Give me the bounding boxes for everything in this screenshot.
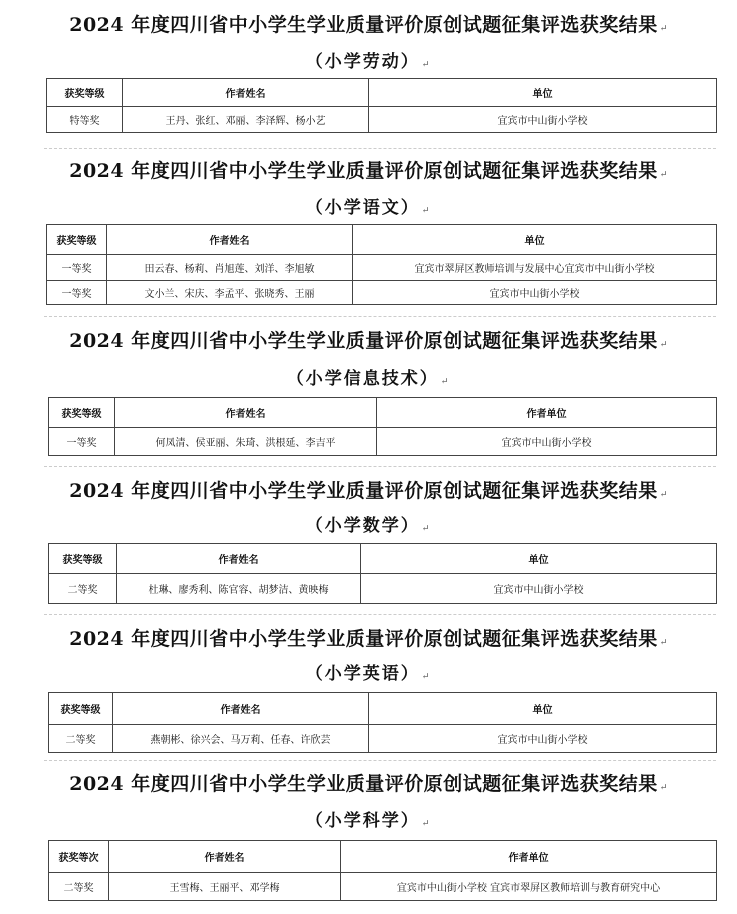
table-header-row: [49, 398, 717, 428]
header-cell: 获奖等次: [49, 841, 109, 873]
awards-table: [46, 78, 717, 133]
header-cell: 作者单位: [377, 398, 717, 428]
awards-table: [48, 543, 717, 604]
table-header-row: [47, 79, 717, 107]
header-cell: 作者单位: [341, 841, 717, 873]
section-title: 2024 年度四川省中小学生学业质量评价原创试题征集评选获奖结果 ↵: [69, 160, 668, 182]
header-cell: 获奖等级: [47, 225, 107, 255]
table-row: [49, 725, 717, 753]
section-subtitle: （小学数学） ↵: [305, 516, 432, 536]
table-row: [47, 281, 717, 305]
header-cell: 单位: [361, 544, 717, 574]
header-cell: 作者姓名: [123, 79, 369, 107]
header-cell: 作者姓名: [107, 225, 353, 255]
unit-cell: 宜宾市中山街小学校: [369, 107, 717, 133]
unit-cell: 宜宾市中山街小学校: [361, 574, 717, 604]
awards-table: [48, 840, 717, 901]
unit-cell: 宜宾市中山街小学校: [353, 281, 717, 305]
authors-cell: 文小兰、宋庆、李孟平、张晓秀、王丽: [107, 281, 353, 305]
section-subtitle: （小学劳动） ↵: [305, 52, 432, 72]
header-cell: 获奖等级: [47, 79, 123, 107]
authors-cell: 王雪梅、王丽平、邓学梅: [109, 873, 341, 901]
table-header-row: [49, 841, 717, 873]
table-row: [49, 873, 717, 901]
section-subtitle: （小学信息技术） ↵: [286, 369, 451, 389]
table-header-row: [47, 225, 717, 255]
header-cell: 获奖等级: [49, 398, 115, 428]
header-cell: 作者姓名: [115, 398, 377, 428]
header-cell: 单位: [353, 225, 717, 255]
section-divider: [44, 466, 716, 467]
section-title: 2024 年度四川省中小学生学业质量评价原创试题征集评选获奖结果 ↵: [69, 773, 668, 795]
awards-table: [46, 224, 717, 305]
section-subtitle: （小学语文） ↵: [305, 198, 432, 218]
section-subtitle: （小学英语） ↵: [305, 664, 432, 684]
award-level-cell: 二等奖: [49, 725, 113, 753]
section-title: 2024 年度四川省中小学生学业质量评价原创试题征集评选获奖结果 ↵: [69, 628, 668, 650]
award-level-cell: 二等奖: [49, 873, 109, 901]
award-level-cell: 一等奖: [47, 281, 107, 305]
header-cell: 作者姓名: [117, 544, 361, 574]
awards-table: [48, 397, 717, 456]
section-title: 2024 年度四川省中小学生学业质量评价原创试题征集评选获奖结果 ↵: [69, 330, 668, 352]
section-subtitle: （小学科学） ↵: [305, 811, 432, 831]
table-header-row: [49, 544, 717, 574]
award-level-cell: 特等奖: [47, 107, 123, 133]
section-divider: [44, 316, 716, 317]
authors-cell: 燕朝彬、徐兴会、马万莉、任春、许欣芸: [113, 725, 369, 753]
unit-cell: 宜宾市翠屏区教师培训与发展中心宜宾市中山街小学校: [353, 255, 717, 281]
section-divider: [44, 614, 716, 615]
table-row: [49, 574, 717, 604]
header-cell: 单位: [369, 79, 717, 107]
award-level-cell: 二等奖: [49, 574, 117, 604]
table-header-row: [49, 693, 717, 725]
header-cell: 获奖等级: [49, 693, 113, 725]
award-level-cell: 一等奖: [47, 255, 107, 281]
table-row: [47, 107, 717, 133]
header-cell: 单位: [369, 693, 717, 725]
section-title: 2024 年度四川省中小学生学业质量评价原创试题征集评选获奖结果 ↵: [69, 14, 668, 36]
section-title: 2024 年度四川省中小学生学业质量评价原创试题征集评选获奖结果 ↵: [69, 480, 668, 502]
header-cell: 作者姓名: [113, 693, 369, 725]
unit-cell: 宜宾市中山街小学校 宜宾市翠屏区教师培训与教育研究中心: [341, 873, 717, 901]
section-divider: [44, 148, 716, 149]
award-level-cell: 一等奖: [49, 428, 115, 456]
authors-cell: 王丹、张红、邓丽、李泽辉、杨小艺: [123, 107, 369, 133]
section-divider: [44, 760, 716, 761]
header-cell: 作者姓名: [109, 841, 341, 873]
table-row: [47, 255, 717, 281]
header-cell: 获奖等级: [49, 544, 117, 574]
authors-cell: 田云春、杨莉、肖旭莲、刘洋、李旭敏: [107, 255, 353, 281]
table-row: [49, 428, 717, 456]
unit-cell: 宜宾市中山街小学校: [377, 428, 717, 456]
authors-cell: 杜琳、廖秀利、陈官容、胡梦洁、黄映梅: [117, 574, 361, 604]
unit-cell: 宜宾市中山街小学校: [369, 725, 717, 753]
authors-cell: 何凤清、侯亚丽、朱琦、洪根延、李吉平: [115, 428, 377, 456]
awards-table: [48, 692, 717, 753]
